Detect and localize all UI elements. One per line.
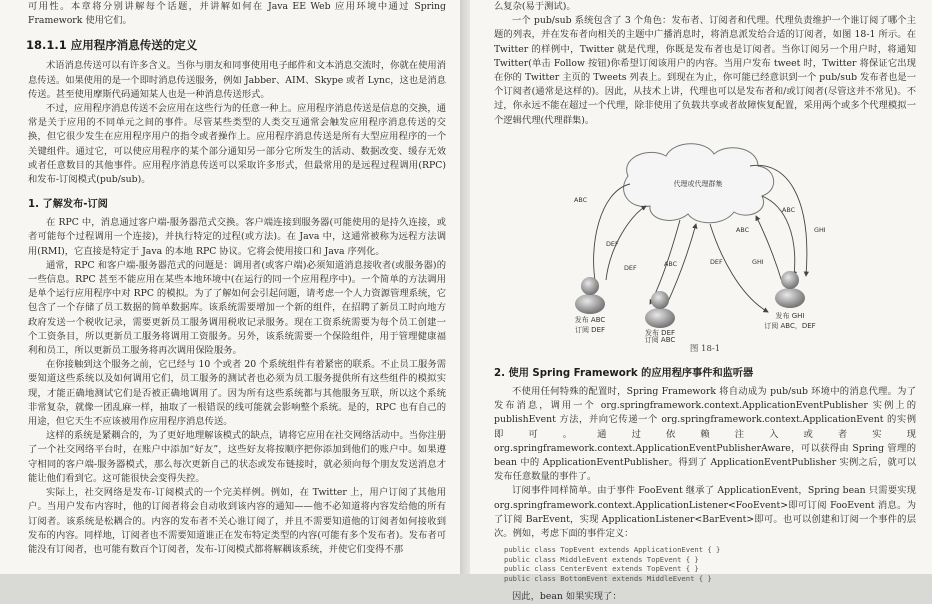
paragraph: 实际上，社交网络是发布-订阅模式的一个完美样例。例如，在 Twitter 上，用户订阅了其他用户。当用户发布内容时，他的订阅者将会自动收到该内容的通知——他不必知道将内容发给他的所有订阅者。该系统是松耦合的。内容的发布者不关心谁订阅了，并且不需要知道他的订阅者如何接收到发布的内容。同样地，订阅者也不需要知道谁正在发布特定类型的内容(可能有多个发布者)。发布者可能没有订阅者，也可能有数百个订阅者，发布-订阅模式都将解耦该系统，并使它们变得不那 [28, 487, 446, 555]
arrow-tag: ABC [664, 259, 678, 268]
paragraph: 订阅事件同样简单。由于事件 FooEvent 继承了 ApplicationEvent，Spring bean 只需要实现 org.springframework.context.ApplicationListener<FooEvent>即可订阅 FooEvent 消息。为了订阅 BarEvent，实现 ApplicationListener<BarEvent>即可。也可以创建和订阅一个事件的层次。例如，考虑下面的事件定义： [494, 485, 916, 540]
arrow-tag: DEF [606, 239, 619, 248]
node-publisher-def [645, 291, 676, 344]
cloud-label: 代理或代理群集 [673, 179, 723, 188]
arrow-tag: ABC [736, 225, 750, 234]
figure-caption: 图 18-1 [689, 343, 721, 354]
svg-text:发布 ABC: 发布 ABC [574, 315, 606, 324]
svg-text:订阅 DEF: 订阅 DEF [574, 325, 606, 334]
paragraph: 这样的系统是紧耦合的，为了更好地理解该模式的缺点，请将它应用在社交网络活动中。当你注册了一个社交网络平台时，在账户中添加“好友”，这些好友将按顺序把你添加到他们的账户中。如果遵守相同的客户端-服务器模式，那么每次更新自己的状态或发布链接时，就必须向每个朋友发送消息才能让他们看到它。这可能很快会变得失控。 [28, 430, 446, 484]
paragraph: 在你接触到这个服务之前，它已经与 10 个或者 20 个系统组件有着紧密的联系。不止员工服务需要知道这些系统以及如何调用它们，员工服务的测试者也必须为员工服务提供所有这些组件的模拟实现，才能正确地测试它们是否被正确地调用了。因为所有这些系统都与其他服务互联，所以这个系统非常复杂，就像一团乱麻一样，抽取了一根错误的线可能就会影响整个系统。是的，RPC 也有自己的用途，但它天生不应该被用作应用程序消息传送。 [28, 359, 446, 428]
arrow-tag: DEF [624, 263, 637, 272]
arrow-tag: ABC [574, 195, 588, 204]
left-top-line: 可用性。本章将分别讲解每个话题，并讲解如何在 Java EE Web 应用环境中通过 Spring Framework 使用它们。 [28, 1, 446, 27]
code-line: public class BottomEvent extends MiddleEvent { } [504, 574, 712, 584]
diagram-svg [550, 136, 850, 342]
subsection-title: 1. 了解发布-订阅 [28, 199, 108, 211]
arrow-tag: DEF [710, 257, 723, 266]
svg-text:订阅 ABC: 订阅 ABC [644, 335, 676, 344]
paragraph: 不使用任何特殊的配置时，Spring Framework 将自动成为 pub/sub 环境中的消息代理。为了发布消息，调用一个 org.springframework.context.ApplicationEventPublisher 实例上的 publishEvent 方法，并向它传递一个 org.springframework.context.ApplicationEvent 的实例即可。通过依赖注入或者实现 org.springframework.context.ApplicationEventPublisherAware，可以获得由 Spring 管理的 bean 中的 ApplicationEventPublisher。得到了 ApplicationEventPublisher 实例之后，就可以发布任意数量的事件了。 [494, 386, 916, 483]
node-publisher-abc [575, 277, 606, 334]
paragraph: 一个 pub/sub 系统包含了 3 个角色：发布者、订阅者和代理。代理负责维护一个谁订阅了哪个主题的列表，并在发布者向相关的主题中广播消息时，将消息派发给合适的订阅者，如图 18-1 所示。在 Twitter 的样例中，Twitter 就是代理，你既是发布者也是订阅者。当你订阅另一个用户时，将通知 Twitter(单击 Follow 按钮)你希望订阅该用户的内容。当用户发布 tweet 时，Twitter 将保证它出现在你的 Twitter 主页的 Tweets 列表上。到现在为止，你可能已经意识到一个 pub/sub 发布者也是一个订阅者(通常是这样的)。因此，从技术上讲，代理也可以是发布者和/或订阅者(尽管这并不常见)。不过，你永远不能在超过一个代理，除非使用了负载共享或者故障恢复配置，采用两个或多个代理模拟一个逻辑代理(代理群集)。 [494, 15, 916, 126]
paragraph: 通常，RPC 和客户端-服务器范式的问题是：调用者(或客户端)必须知道消息接收者(或服务器)的一些信息。RPC 甚至不能应用在某些本地环境中(在运行的同一个应用程序中)。一个简单的方法调用是单个运行应用程序中对 RPC 的模拟。为了了解如何会引起问题，请考虑一个人力资源管理系统，它包含了一个存储了员工数据的简单数据库。该系统需要增加一个新的组件，在招聘了新员工时向地方政府发送一个税收记录，需要更新员工服务调用税收记录服务。现在工资系统需要为每个员工创建一个工资条目，所以更新员工服务将调用工资服务。另外，该系统需要一个保险组件，用于管理健康福利和员工，所以更新员工服务将再次调用保险服务。 [28, 259, 446, 357]
code-block [504, 545, 916, 583]
svg-text:发布 DEF: 发布 DEF [644, 328, 676, 337]
code-line: public class TopEvent extends ApplicationEvent { } [504, 545, 721, 555]
left-page [0, 0, 460, 574]
subsection-title: 2. 使用 Spring Framework 的应用程序事件和监听器 [494, 368, 754, 380]
paragraph: 在 RPC 中，消息通过客户端-服务器范式交换。客户端连接到服务器(可能使用的是持久连接，或者可能每个过程调用一个连接)，并执行特定的过程(或方法)。在 Java 中，这通常被称为远程方法调用(RMI)，它直接是特定于 Java 的本地 RPC 协议。它将会使用接口和 Java 序列化。 [28, 217, 446, 257]
right-top-line: 么复杂(易于测试)。 [494, 1, 576, 12]
section-title: 18.1.1 应用程序消息传送的定义 [26, 38, 198, 53]
svg-text:订阅 ABC，DEF: 订阅 ABC，DEF [764, 321, 816, 330]
paragraph: 术语消息传送可以有许多含义。当你与朋友和同事使用电子邮件和文本消息交流时，你就在使用消息传送。如果使用的是一个即时消息传送服务，例如 Jabber、AIM、Skype 或者 Lync，这也是消息传送。甚至使用摩斯代码通知某人也是一种消息传送形式。 [28, 60, 446, 100]
pubsub-diagram [550, 136, 850, 342]
broker-cloud [624, 144, 774, 223]
arrow-tag: GHI [752, 257, 764, 266]
paragraph: 因此，bean 如果实现了： [512, 590, 622, 602]
paragraph: 不过，应用程序消息传送不会应用在这些行为的任意一种上。应用程序消息传送是信息的交换，通常是关于应用的不同单元之间的事件。尽管某些类型的人类交互通常会触发应用程序消息传送的交换，但它很少发生在应用程序用户的指令或者操作上。应用程序消息传送是所有大型应用程序的一个关键组件。通过它，可以使应用程序的某个部分通知另一部分它所发生的活动、数据改变、缓存无效或者任意数目的其他事件。应用程序消息传送可以采取许多形式，但最常用的是远程过程调用(RPC)和发布-订阅模式(pub/sub)。 [28, 103, 446, 186]
svg-text:发布 GHI: 发布 GHI [775, 311, 805, 320]
code-line: public class MiddleEvent extends TopEvent { } [504, 554, 699, 564]
code-line: public class CenterEvent extends TopEvent { } [504, 564, 699, 574]
arrow-tag: GHI [814, 225, 826, 234]
right-page [470, 0, 932, 602]
book-gutter [460, 0, 470, 574]
node-publisher-ghi [764, 271, 815, 331]
arrow-tag: ABC [782, 205, 796, 214]
